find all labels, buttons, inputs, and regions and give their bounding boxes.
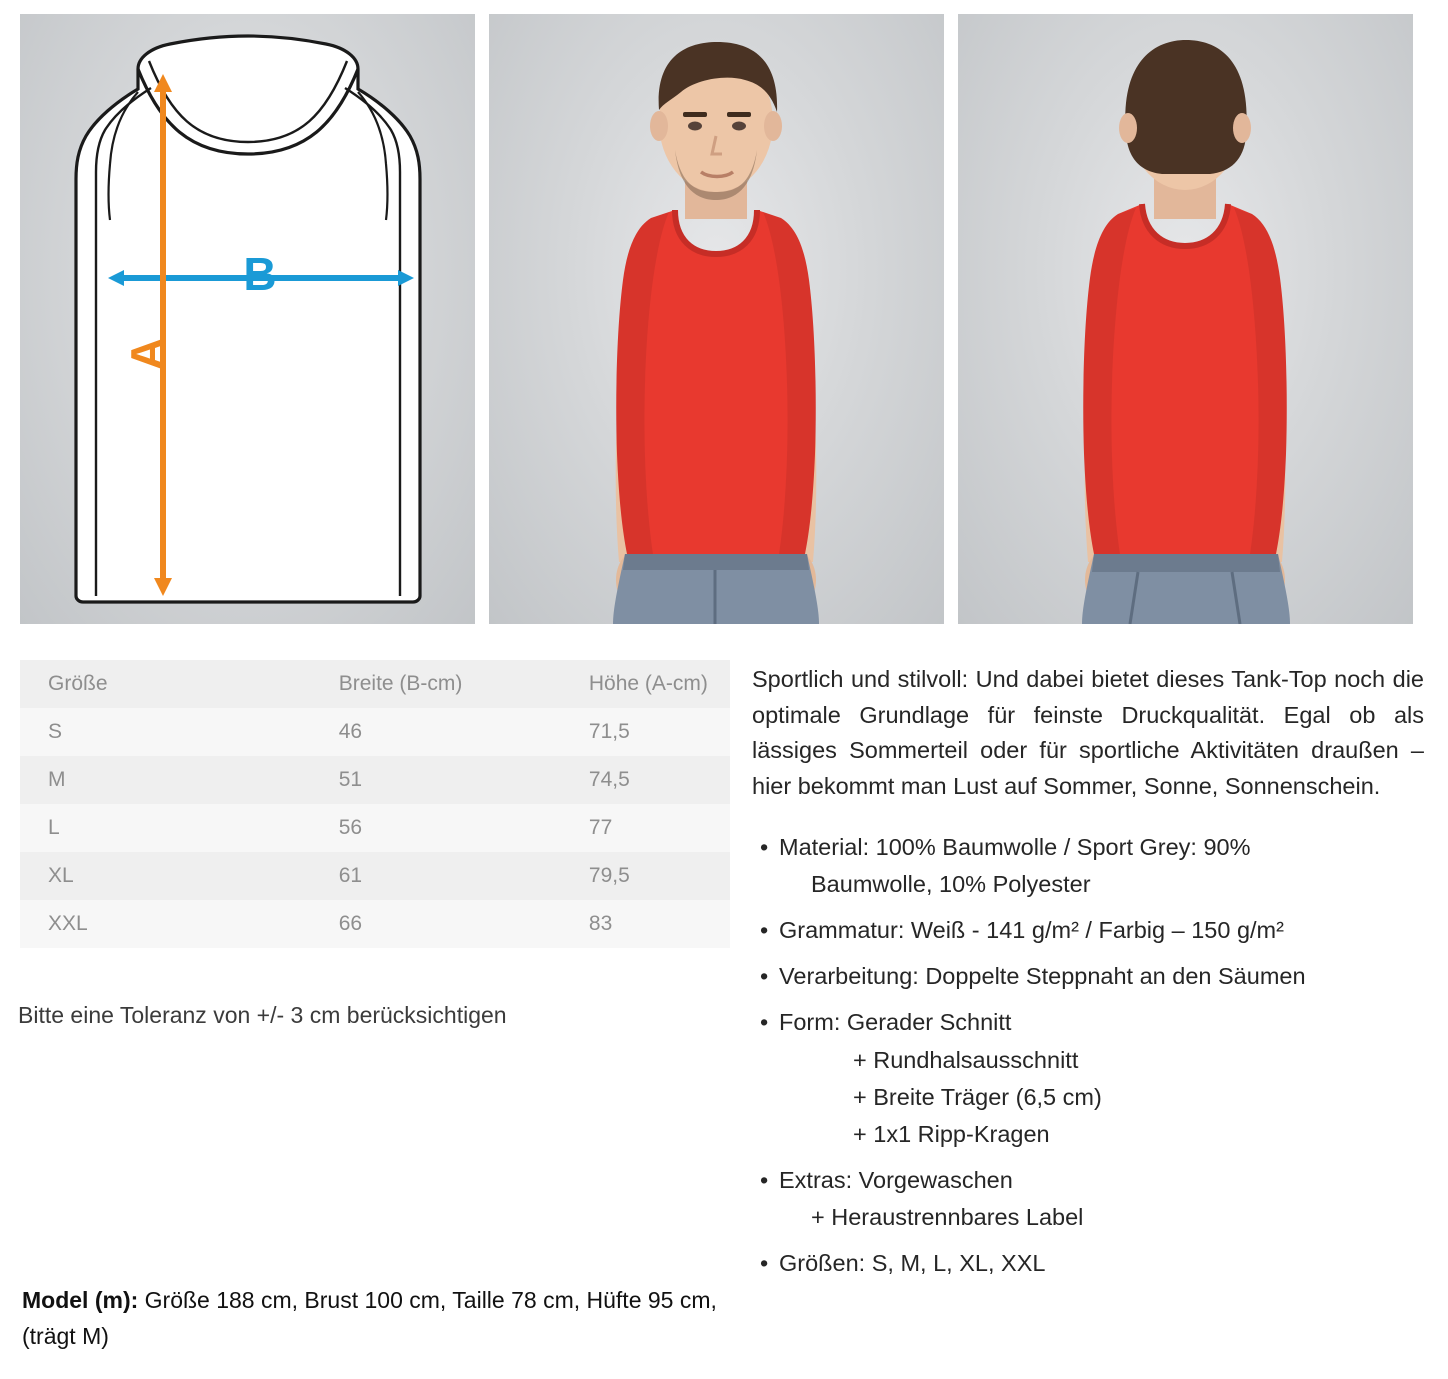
feature-material-cont: Baumwolle, 10% Polyester — [811, 871, 1091, 897]
cell-width: 46 — [338, 720, 363, 743]
feature-shape-sub-2: + Breite Träger (6,5 cm) — [853, 1083, 1102, 1110]
feature-processing: Verarbeitung: Doppelte Steppnaht an den Säumen — [779, 963, 1306, 990]
size-chart-table — [20, 660, 730, 948]
cell-size: S — [48, 720, 63, 743]
cell-size: XXL — [48, 912, 88, 935]
cell-height: 71,5 — [588, 720, 630, 743]
model-info — [22, 1283, 722, 1354]
cell-height: 79,5 — [588, 864, 630, 887]
feature-weight: Grammatur: Weiß - 141 g/m² / Farbig – 150 g/m² — [779, 917, 1284, 944]
model-info-text: Größe 188 cm, Brust 100 cm, Taille 78 cm, Hüfte 95 cm, (trägt M) — [22, 1287, 717, 1349]
feature-sizes: Größen: S, M, L, XL, XXL — [779, 1250, 1046, 1277]
feature-shape-sub-3: + 1x1 Ripp-Kragen — [853, 1120, 1050, 1147]
table-row — [20, 852, 730, 900]
list-item — [752, 958, 1424, 995]
feature-shape-sub-1: + Rundhalsausschnitt — [853, 1046, 1079, 1073]
feature-extras-sub: + Heraustrennbares Label — [811, 1204, 1084, 1230]
tank-top-diagram — [20, 14, 475, 624]
model-front-photo — [489, 14, 944, 624]
list-item — [752, 1004, 1424, 1153]
cell-size: XL — [48, 864, 74, 887]
feature-extras: Extras: Vorgewaschen — [779, 1166, 1013, 1193]
model-front-illustration — [489, 14, 944, 624]
feature-material: Material: 100% Baumwolle / Sport Grey: 90% — [779, 833, 1251, 860]
cell-size: L — [48, 816, 60, 839]
table-row — [20, 804, 730, 852]
product-image-row — [20, 14, 1430, 624]
table-row — [20, 756, 730, 804]
tolerance-note: Bitte eine Toleranz von +/- 3 cm berücksichtigen — [18, 1002, 507, 1028]
cell-width: 56 — [338, 816, 363, 839]
cell-width: 61 — [338, 864, 363, 887]
svg-text:A: A — [121, 337, 173, 371]
feature-shape: Form: Gerader Schnitt — [779, 1009, 1012, 1036]
model-back-photo — [958, 14, 1413, 624]
feature-list — [752, 829, 1424, 1282]
list-item — [752, 1245, 1424, 1282]
table-row — [20, 708, 730, 756]
list-item — [752, 829, 1424, 903]
table-header-row — [20, 660, 730, 708]
description-intro: Sportlich und stilvoll: Und dabei bietet dieses Tank-Top noch die optimale Grundlage für feinste Druckqualität. Egal ob als lässiges Sommerteil oder für sportliche Aktivitäten draußen – hier bekommt man Lust auf Sommer, Sonne, Sonnenschein. — [752, 666, 1424, 800]
model-info-label: Model (m): — [22, 1287, 139, 1313]
model-back-illustration — [958, 14, 1413, 624]
cell-height: 74,5 — [588, 768, 630, 791]
svg-text:B: B — [243, 248, 277, 300]
column-header-size: Größe — [48, 672, 108, 695]
list-item — [752, 1162, 1424, 1236]
column-header-width: Breite (B-cm) — [338, 672, 463, 695]
list-item — [752, 912, 1424, 949]
cell-height: 77 — [588, 816, 613, 839]
technical-drawing-panel — [20, 14, 475, 624]
table-row — [20, 900, 730, 948]
cell-width: 51 — [338, 768, 363, 791]
column-header-height: Höhe (A-cm) — [588, 672, 708, 695]
cell-size: M — [48, 768, 66, 791]
cell-width: 66 — [338, 912, 363, 935]
cell-height: 83 — [588, 912, 613, 935]
product-description — [752, 662, 1424, 1291]
